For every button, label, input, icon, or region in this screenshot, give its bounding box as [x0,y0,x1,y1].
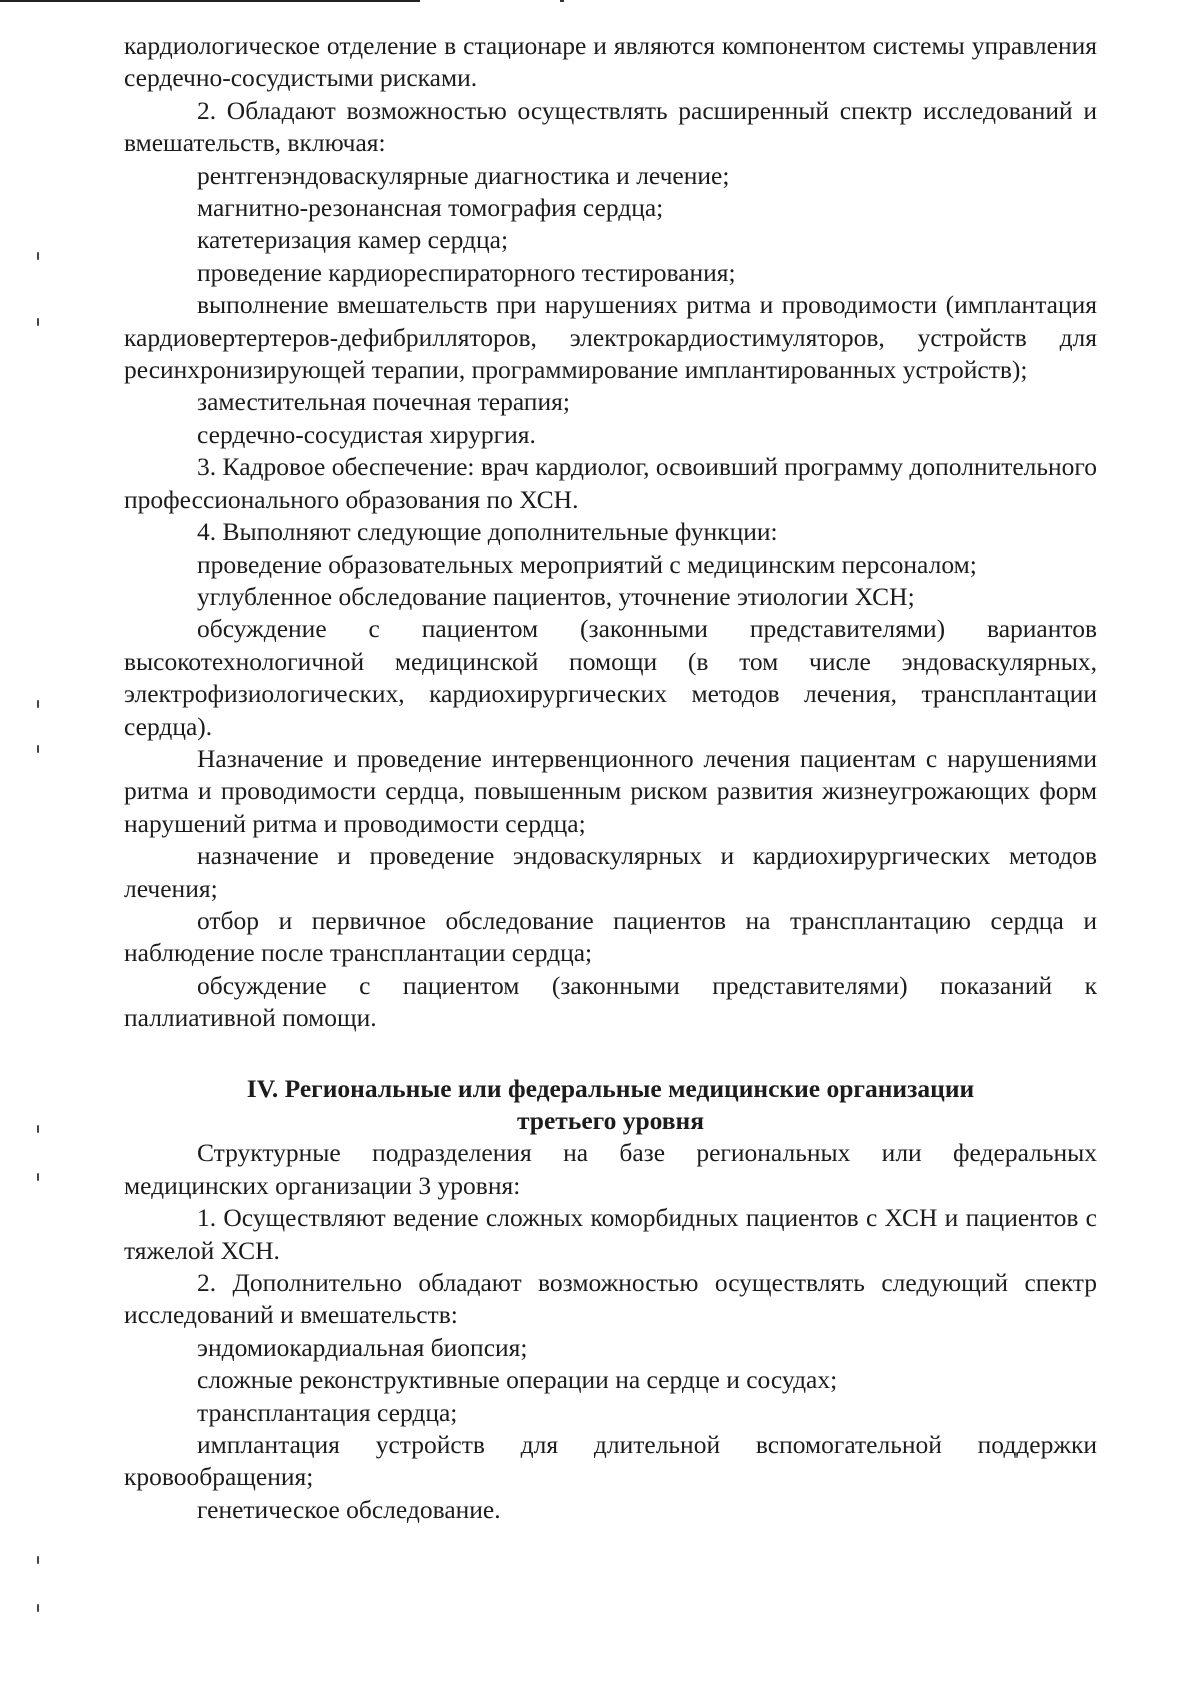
list-item: эндомиокардиальная биопсия; [197,1332,528,1362]
section-heading-line: третьего уровня [516,1106,705,1135]
margin-mark [37,252,39,260]
list-item: сложные реконструктивные операции на сердце и сосудах; [197,1365,838,1395]
list-item: магнитно-резонансная томография сердца; [197,193,664,223]
paragraph: 2. Обладают возможностью осуществлять расширенный спектр исследований и вмешательств, включая: [124,95,1097,158]
section-heading [124,1073,1097,1138]
margin-mark [37,745,39,753]
list-item: углубленное обследование пациентов, уточнение этиологии ХСН; [197,581,915,611]
paragraph: 4. Выполняют следующие дополнительные функции: [197,517,778,547]
list-item: заместительная почечная терапия; [197,387,570,417]
paragraph: Структурные подразделения на базе региональных или федеральных медицинских организации 3 уровня: [124,1138,1097,1200]
document-body [124,30,1097,1526]
list-item: рентгенэндоваскулярные диагностика и лечение; [197,160,730,190]
margin-mark [37,1604,39,1612]
margin-mark [37,700,39,708]
paragraph: Назначение и проведение интервенционного лечения пациентам с нарушениями ритма и проводимости сердца, повышенным риском развития жизнеугрожающих форм нарушений ритма и проводимости сердца; [124,743,1097,838]
margin-mark [37,1173,39,1181]
scan-edge-mark [560,0,564,2]
list-item: генетическое обследование. [197,1494,501,1524]
list-item: сердечно-сосудистая хирургия. [197,419,536,449]
list-item: отбор и первичное обследование пациентов на трансплантацию сердца и наблюдение после трансплантации сердца; [124,905,1097,968]
list-item: катетеризация камер сердца; [197,225,509,255]
margin-mark [37,1556,39,1564]
list-item: обсуждение с пациентом (законными представителями) вариантов высокотехнологичной медицинской помощи (в том числе эндоваскулярных, электрофизиологических, кардиохирургических методов лечения, трансплантации сердца). [124,614,1097,741]
paragraph: 2. Дополнительно обладают возможностью осуществлять следующий спектр исследований и вмешательств: [124,1268,1097,1330]
list-item: назначение и проведение эндоваскулярных и кардиохирургических методов лечения; [124,841,1097,903]
list-item: выполнение вмешательств при нарушениях ритма и проводимости (имплантация кардиовертертеров-дефибрилляторов, электрокардиостимуляторов, устройств для ресинхронизирующей терапии, программирование имплантированных устройств); [124,290,1097,385]
list-item: имплантация устройств для длительной вспомогательной поддержки кровообращения; [124,1430,1097,1492]
list-item: трансплантация сердца; [197,1397,458,1427]
paragraph: кардиологическое отделение в стационаре и являются компонентом системы управления сердечно-сосудистыми рисками. [124,31,1097,93]
list-item: проведение кардиореспираторного тестирования; [197,257,736,287]
list-item: обсуждение с пациентом (законными представителями) показаний к паллиативной помощи. [124,970,1097,1033]
paragraph: 3. Кадровое обеспечение: врач кардиолог, освоивший программу дополнительного профессионального образования по ХСН. [124,452,1097,514]
section-heading-line: IV. Региональные или федеральные медицинские организации [246,1073,975,1103]
list-item: проведение образовательных мероприятий с медицинским персоналом; [197,549,977,579]
paragraph: 1. Осуществляют ведение сложных коморбидных пациентов с ХСН и пациентов с тяжелой ХСН. [124,1203,1097,1265]
scan-edge-line [0,0,420,2]
margin-mark [37,1125,39,1133]
margin-mark [37,318,39,326]
